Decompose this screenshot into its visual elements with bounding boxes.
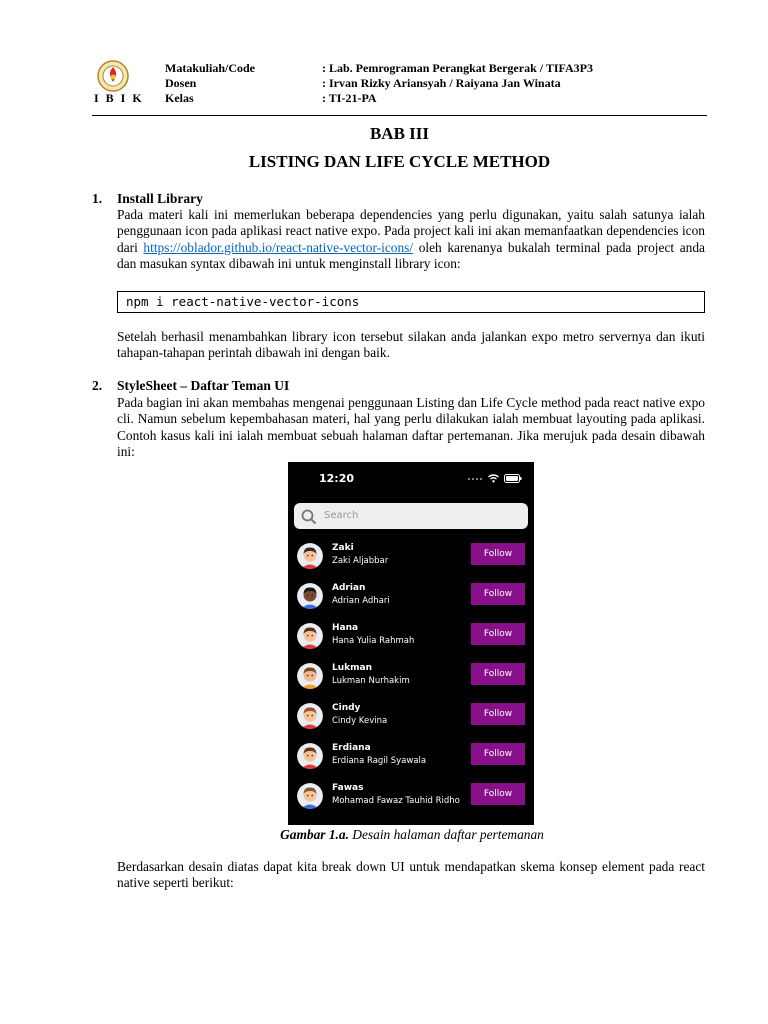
section1-paragraph: Pada materi kali ini memerlukan beberapa dependencies yang perlu digunakan, yaitu salah satunya ialah penggunaan icon pada aplikasi react native expo. Pada project kali ini akan memanfaatkan dependencies icon dari https://oblador.github.io/react-native-vector-icons/ oleh karenanya bukalah terminal pada project anda dan masukan syntax dibawah ini untuk menginstall library icon: [117,207,705,271]
friend-name: Erdiana [332,743,371,753]
friend-full-name: Mohamad Fawaz Tauhid Ridho [332,796,460,806]
avatar [297,743,323,769]
friend-row [288,543,534,583]
follow-button[interactable]: Follow [471,663,525,685]
status-icons [467,474,522,483]
friend-full-name: Lukman Nurhakim [332,676,410,686]
icon-library-link[interactable]: https://oblador.github.io/react-native-vector-icons/ [143,239,414,255]
section1-paragraph-2: Setelah berhasil menambahkan library icon tersebut silakan anda jalankan expo metro servernya dan ikuti tahapan-tahapan perintah dibawah ini dengan baik. [117,329,705,361]
follow-button[interactable]: Follow [471,623,525,645]
search-icon [301,509,317,525]
section1-heading: Install Library [117,191,203,206]
wifi-icon [488,474,499,483]
section2-paragraph: Pada bagian ini akan membahas mengenai penggunaan Listing dan Life Cycle method pada react native expo cli. Namun sebelum kepembahasan materi, hal yang perlu dilakukan ialah membuat layouting pada aplikasi. Contoh kasus kali ini ialah membuat sebuah halaman daftar pertemanan. Jika merujuk pada desain dibawah ini: [117,395,705,459]
chapter-heading: BAB III [369,124,430,143]
follow-button[interactable]: Follow [471,543,525,565]
status-time: 12:20 [319,472,355,485]
section2-paragraph-2: Berdasarkan desain diatas dapat kita break down UI untuk mendapatkan skema konsep element pada react native seperti berikut: [117,859,705,891]
friend-row [288,703,534,743]
header-label-course: Matakuliah/Code [165,61,256,75]
friend-name: Zaki [332,543,354,553]
friend-full-name: Adrian Adhari [332,596,390,606]
section2-heading: StyleSheet – Daftar Teman UI [117,378,290,393]
friend-full-name: Zaki Aljabbar [332,556,389,566]
follow-button[interactable]: Follow [471,703,525,725]
friend-full-name: Hana Yulia Rahmah [332,636,415,646]
header-value-course: : Lab. Pemrograman Perangkat Bergerak / TIFA3P3 [322,61,593,75]
phone-mockup [288,462,534,825]
signal-icon [467,477,483,481]
institution-name: I B I K [94,91,144,105]
avatar [297,543,323,569]
search-bar[interactable] [294,503,528,529]
friend-name: Lukman [332,663,372,673]
follow-button[interactable]: Follow [471,783,525,805]
avatar [297,783,323,809]
friend-row [288,623,534,663]
friend-full-name: Erdiana Ragil Syawala [332,756,427,766]
avatar [297,583,323,609]
header-label-lecturer: Dosen [165,76,197,90]
friend-full-name: Cindy Kevina [332,716,388,726]
friend-row [288,583,534,623]
figure-caption: Gambar 1.a. Desain halaman daftar pertemanan [280,827,544,842]
follow-button[interactable]: Follow [471,743,525,765]
avatar [297,623,323,649]
page-title: LISTING DAN LIFE CYCLE METHOD [248,152,551,171]
header-value-class: : TI-21-PA [322,91,377,105]
search-placeholder: Search [324,510,359,521]
section2-number: 2. [92,378,103,393]
friend-name: Cindy [332,703,361,713]
friend-row [288,743,534,783]
friend-row [288,663,534,703]
friend-name: Hana [332,623,359,633]
header-label-class: Kelas [165,91,194,105]
avatar [297,703,323,729]
friend-name: Adrian [332,583,366,593]
install-command-code: npm i react-native-vector-icons [117,291,705,313]
institution-logo [97,60,129,92]
battery-icon [504,474,522,483]
header-divider [92,115,707,116]
section1-number: 1. [92,191,103,206]
follow-button[interactable]: Follow [471,583,525,605]
avatar [297,663,323,689]
friend-row [288,783,534,823]
header-value-lecturer: : Irvan Rizky Ariansyah / Raiyana Jan Winata [322,76,561,90]
friend-name: Fawas [332,783,364,793]
